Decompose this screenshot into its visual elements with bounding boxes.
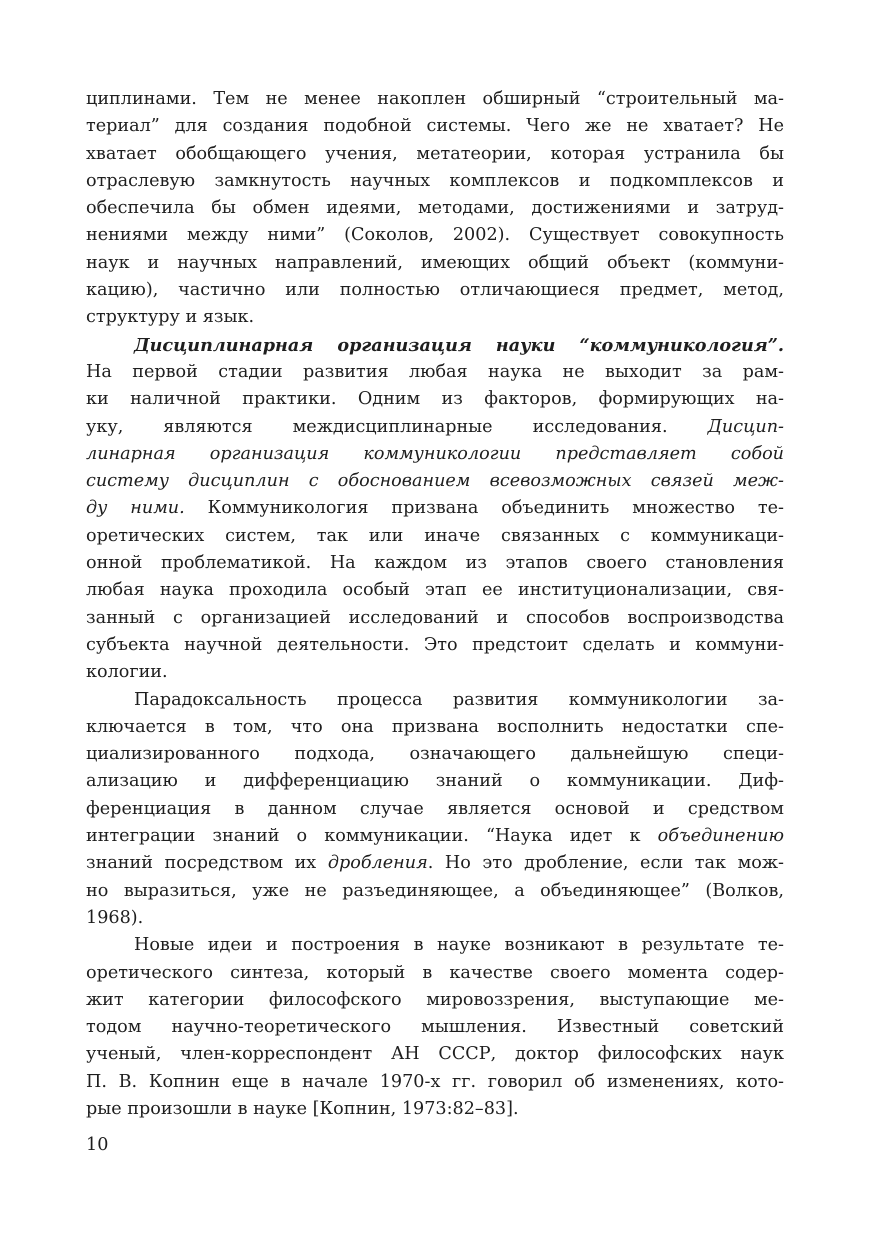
text-line: П. В. Копнин еще в начале 1970-х гг. говорил об изменениях, кото- [86, 1071, 784, 1092]
text-line: ализацию и дифференциацию знаний о коммуникации. Диф- [86, 771, 784, 792]
text-line: тодом научно-теоретического мышления. Известный советский [86, 1017, 784, 1038]
text-line: ференциация в данном случае является основой и средством [86, 798, 784, 819]
text-line: онной проблематикой. На каждом из этапов своего становления [86, 553, 784, 574]
italic-run: систему дисциплин с обоснованием всевозможных связей меж- [86, 471, 784, 492]
italic-run: дробления [327, 853, 428, 874]
text-line: но выразиться, уже не разъединяющее, а объединяющее” (Волков, [86, 880, 784, 901]
text-line: рые произошли в науке [Копнин, 1973:82–83]. [86, 1098, 519, 1119]
italic-run: Дисцип- [707, 416, 784, 437]
page-number: 10 [86, 1135, 109, 1155]
text-line: отраслевую замкнутость научных комплексов и подкомплексов и [86, 170, 784, 191]
text-line: любая наука проходила особый этап ее институционализации, свя- [86, 580, 784, 601]
text-line: кологии. [86, 662, 168, 683]
text-line [86, 414, 784, 441]
text-line [86, 823, 784, 850]
text-line: хватает обобщающего учения, метатеории, которая устранила бы [86, 143, 784, 164]
text-line [86, 441, 784, 468]
text-line: На первой стадии развития любая наука не выходит за рам- [86, 361, 784, 382]
paragraph [86, 932, 784, 1123]
text-line [86, 495, 784, 522]
text-line: териал” для создания подобной системы. Чего же не хватает? Не [86, 116, 784, 137]
text-line: структуру и язык. [86, 307, 255, 328]
text-line: циплинами. Тем не менее накоплен обширный “строительный ма- [86, 89, 784, 109]
section-heading: Дисциплинарная организация науки “коммуникология”. [134, 334, 784, 356]
text-run: знаний посредством их [86, 853, 328, 874]
italic-run: объединению [657, 826, 784, 847]
text-line: субъекта научной деятельности. Это предстоит сделать и коммуни- [86, 634, 784, 655]
text-run: Коммуникология призвана объединить множество те- [184, 498, 784, 519]
text-line: оретического синтеза, который в качестве своего момента содер- [86, 962, 784, 983]
text-run: уку, являются междисциплинарные исследования. [86, 416, 708, 437]
text-line: оретических систем, так или иначе связанных с коммуникаци- [86, 525, 784, 546]
text-line: занный с организацией исследований и способов воспроизводства [86, 607, 784, 628]
text-line: обеспечила бы обмен идеями, методами, достижениями и затруд- [86, 198, 784, 219]
text-run: интеграции знаний о коммуникации. “Наука идет к [86, 826, 658, 847]
italic-run: линарная организация коммуникологии представляет собой [86, 443, 784, 464]
paragraph [86, 332, 784, 687]
text-line: нениями между ними” (Соколов, 2002). Существует совокупность [86, 225, 784, 246]
italic-run: ду ними. [86, 498, 185, 519]
text-line: ключается в том, что она призвана восполнить недостатки спе- [86, 716, 784, 737]
text-line: ки наличной практики. Одним из факторов, формирующих на- [86, 389, 784, 410]
text-line [86, 850, 784, 877]
text-line: кацию), частично или полностью отличающиеся предмет, метод, [86, 280, 784, 301]
text-line: жит категории философского мировоззрения, выступающие ме- [86, 989, 784, 1010]
text-line [86, 332, 784, 359]
text-line: Парадоксальность процесса развития коммуникологии за- [134, 689, 784, 710]
text-line: наук и научных направлений, имеющих общий объект (коммуни- [86, 252, 784, 273]
paragraph [86, 687, 784, 933]
text-line [86, 468, 784, 495]
body-text [86, 86, 784, 1123]
text-run: . Но это дробление, если так мож- [427, 853, 784, 874]
text-line: ученый, член-корреспондент АН СССР, доктор философских наук [86, 1044, 784, 1065]
paragraph [86, 86, 784, 332]
text-line: Новые идеи и построения в науке возникают в результате те- [134, 935, 784, 956]
text-line: циализированного подхода, означающего дальнейшую специ- [86, 744, 784, 765]
text-line: 1968). [86, 907, 144, 928]
